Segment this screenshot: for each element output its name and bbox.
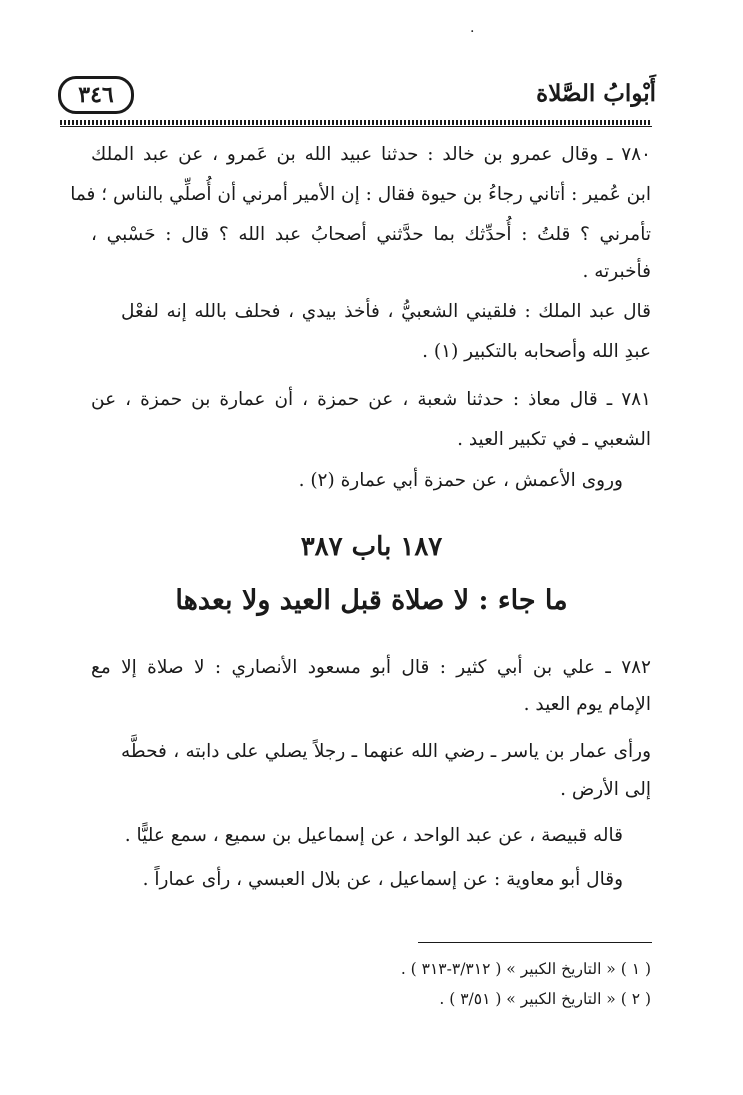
text-line: ٧٨٠ ـ وقال عمرو بن خالد : حدثنا عبيد الله بن عَمرو ، عن عبد الملك [91, 144, 651, 165]
page-header [58, 72, 656, 118]
text-line: ورأى عمار بن ياسر ـ رضي الله عنهما ـ رجلاً يصلي على دابته ، فحطَّه [121, 741, 651, 762]
text-line: إلى الأرض . [560, 779, 651, 800]
footnote: ( ٢ ) « التاريخ الكبير » ( ٣/٥١ ) . [439, 990, 651, 1008]
text-line: عبدِ الله وأصحابه بالتكبير (١) . [422, 341, 651, 362]
text-line: فأخبرته . [582, 261, 651, 282]
header-rule [60, 126, 652, 127]
text-line: الإمام يوم العيد . [523, 694, 651, 715]
chapter-title: ما جاء : لا صلاة قبل العيد ولا بعدها [175, 585, 568, 616]
text-line: الشعبي ـ في تكبير العيد . [457, 429, 651, 450]
footnote-rule [418, 942, 652, 943]
page-number-badge [58, 76, 134, 114]
text-line: قاله قبيصة ، عن عبد الواحد ، عن إسماعيل بن سميع ، سمع عليًّا . [124, 825, 623, 846]
text-line: وقال أبو معاوية : عن إسماعيل ، عن بلال العبسي ، رأى عماراً . [142, 869, 623, 890]
text-line: وروى الأعمش ، عن حمزة أبي عمارة (٢) . [298, 470, 623, 491]
text-line: ابن عُمير : أتاني رجاءُ بن حيوة فقال : إن الأمير أمرني أن أُصلِّي بالناس ؛ فما [70, 184, 651, 205]
text-line: قال عبد الملك : فلقيني الشعبيُّ ، فأخذ بيدي ، فحلف بالله إنه لفعْل [121, 301, 651, 322]
top-dot: . [470, 20, 475, 36]
header-ornament-rule [60, 120, 652, 125]
text-line: ٧٨١ ـ قال معاذ : حدثنا شعبة ، عن حمزة ، أن عمارة بن حمزة ، عن [91, 389, 651, 410]
text-line: تأمرني ؟ قلتُ : أُحدِّثك بما حدَّثني أصحابُ عبد الله ؟ قال : حَسْبي ، [91, 224, 651, 245]
section-title: أَبْوابُ الصَّلاة [536, 80, 656, 107]
chapter-number: ١٨٧ باب ٣٨٧ [300, 532, 443, 562]
footnote: ( ١ ) « التاريخ الكبير » ( ٣/٣١٢-٣١٣ ) . [400, 960, 651, 978]
page-number: ٣٤٦ [78, 82, 114, 108]
text-line: ٧٨٢ ـ علي بن أبي كثير : قال أبو مسعود الأنصاري : لا صلاة إلا مع [91, 657, 651, 678]
